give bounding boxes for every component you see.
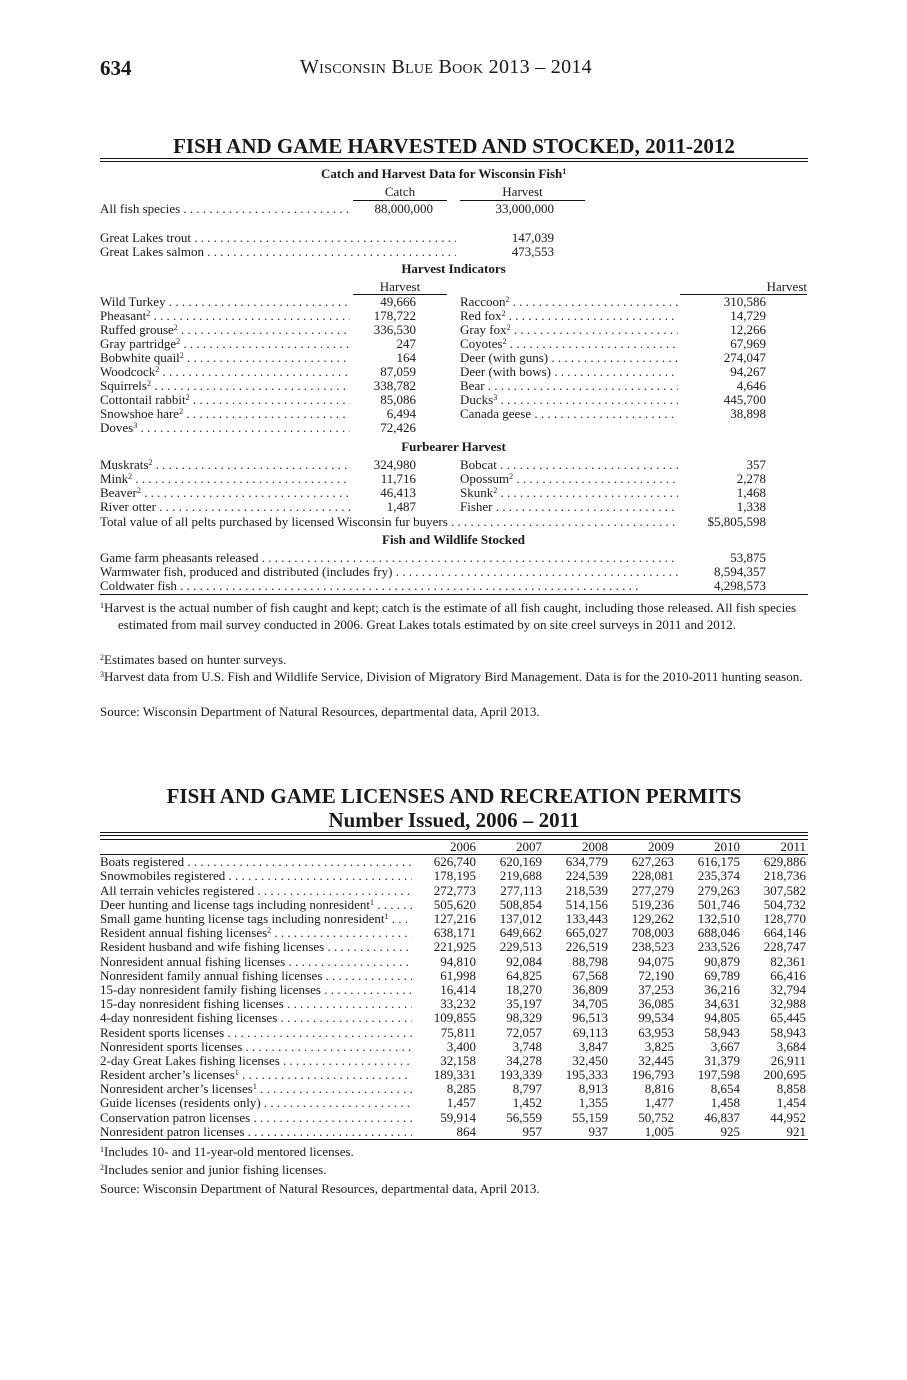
cell: 634,779: [565, 854, 608, 870]
cell: 66,416: [770, 967, 806, 983]
table-row: [100, 1025, 808, 1039]
cell: 94,805: [704, 1010, 740, 1026]
cell: 307,582: [763, 882, 806, 898]
cell: 1,477: [644, 1095, 674, 1111]
cell: 35,197: [506, 996, 542, 1012]
cell: 196,793: [631, 1067, 674, 1083]
cell: 638,171: [433, 925, 476, 941]
hi-right-label: Bear . . .: [460, 379, 678, 393]
hi-left-value: 6,494: [386, 406, 416, 421]
table-row: [100, 940, 808, 954]
book-title-text: Wisconsin Blue Book 2013 – 2014: [300, 56, 592, 78]
cell: 957: [478, 1125, 544, 1140]
cell: 200,695: [763, 1067, 806, 1083]
table-row: [100, 1040, 808, 1054]
catch-column-header: Catch: [384, 184, 416, 199]
fur-left-label: Beaver$^2$ . . .: [100, 486, 350, 500]
cell: 75,811: [440, 1024, 476, 1040]
year-header: 2008: [544, 840, 610, 855]
table-row: [100, 884, 808, 898]
cell: 235,374: [697, 868, 740, 884]
cell: 16,414: [440, 981, 476, 997]
cell: 193,339: [499, 1067, 542, 1083]
great-lakes-trout-value: 147,039: [511, 230, 554, 245]
cell: 8,913: [578, 1081, 608, 1097]
row-label: Nonresident family annual fishing licenses . . .: [100, 969, 412, 983]
row-label: 2-day Great Lakes fishing licenses . . .: [100, 1054, 412, 1068]
cell: 98,329: [506, 1010, 542, 1026]
cell: 272,773: [433, 882, 476, 898]
cell: 3,400: [446, 1038, 476, 1054]
stocked-bottom-rule: [100, 594, 808, 595]
table-row: [100, 969, 808, 983]
licenses-footnote-2-text: Includes senior and junior fishing licenses.: [104, 1162, 327, 1177]
pelts-total-value: $5,805,598: [707, 514, 766, 529]
cell: 221,925: [433, 939, 476, 955]
hi-left-label-text: Gray partridge: [100, 337, 177, 351]
hi-left-label: Snowshoe hare$^2$ . . .: [100, 407, 350, 421]
cell: 921: [742, 1125, 808, 1140]
title-double-rule: [100, 158, 808, 162]
row-label: 15-day nonresident family fishing licenses . . .: [100, 983, 412, 997]
table-row: [100, 869, 808, 883]
hi-right-harvest-header: Harvest: [766, 279, 807, 294]
cell: 94,075: [638, 953, 674, 969]
hi-right-label: Raccoon$^2$ . . .: [460, 295, 678, 309]
cell: 218,539: [565, 882, 608, 898]
table-row: [100, 1068, 808, 1082]
cell: 3,667: [710, 1038, 740, 1054]
cell: 505,620: [433, 896, 476, 912]
pelts-total-label: Total value of all pelts purchased by licensed Wisconsin fur buyers . . .: [100, 515, 678, 529]
cell: 32,445: [638, 1052, 674, 1068]
furbearer-title: Furbearer Harvest: [401, 439, 506, 454]
cell: 58,943: [704, 1024, 740, 1040]
cell: 8,858: [776, 1081, 806, 1097]
hi-left-label: Squirrels$^2$ . . .: [100, 379, 350, 393]
harvest-footnote-2-text: Estimates based on hunter surveys.: [104, 652, 287, 667]
cell: 688,046: [697, 925, 740, 941]
hi-right-label-text: Red fox: [460, 309, 502, 323]
year-header: 2009: [610, 840, 676, 855]
licenses-table: [100, 839, 808, 1140]
cell: 3,684: [776, 1038, 806, 1054]
book-title: [300, 56, 592, 79]
cell: 33,232: [440, 996, 476, 1012]
row-label: Guide licenses (residents only) . . .: [100, 1096, 412, 1110]
cell: 627,263: [631, 854, 674, 870]
cell: 32,158: [440, 1052, 476, 1068]
row-label: Nonresident sports licenses . . .: [100, 1040, 412, 1054]
stocked-value: 4,298,573: [714, 578, 766, 593]
row-label: Resident archer’s licenses$^1$ . . .: [100, 1068, 412, 1082]
cell: 64,825: [506, 967, 542, 983]
hi-left-label-text: Bobwhite quail: [100, 351, 180, 365]
cell: 72,190: [638, 967, 674, 983]
hi-right-label: Deer (with bows) . . .: [460, 365, 678, 379]
harvest-footnote-1-text: Harvest is the actual number of fish caught and kept; catch is the estimate of all fish caught, including those released. All fish species estimated from mail survey conducted in 2006. Great Lakes totals estimated by on site creel surveys in 2011 and 2012.: [104, 600, 797, 632]
all-fish-label: All fish species . . .: [100, 202, 350, 216]
hi-left-label: Pheasant$^2$ . . .: [100, 309, 350, 323]
cell: 1,452: [512, 1095, 542, 1111]
cell: 238,523: [631, 939, 674, 955]
hi-right-label: Gray fox$^2$ . . .: [460, 323, 678, 337]
table-row: [100, 1096, 808, 1110]
fur-left-value: 324,980: [373, 457, 416, 472]
fur-left-value: 46,413: [380, 485, 416, 500]
cell: 1,458: [710, 1095, 740, 1111]
row-label: 15-day nonresident fishing licenses . . .: [100, 997, 412, 1011]
great-lakes-salmon-value: 473,553: [511, 244, 554, 259]
hi-right-value: 4,646: [736, 378, 766, 393]
row-label: Nonresident annual fishing licenses . . .: [100, 955, 412, 969]
cell: 937: [544, 1125, 610, 1140]
table-row: [100, 1125, 808, 1140]
cell: 88,798: [572, 953, 608, 969]
cell: 32,794: [770, 981, 806, 997]
hi-right-value: 94,267: [730, 364, 766, 379]
cell: 195,333: [565, 1067, 608, 1083]
cell: 99,534: [638, 1010, 674, 1026]
cell: 1,454: [776, 1095, 806, 1111]
row-label: Nonresident patron licenses . . .: [100, 1125, 412, 1140]
cell: 233,526: [697, 939, 740, 955]
fur-left-label: River otter . . .: [100, 500, 350, 514]
cell: 67,568: [572, 967, 608, 983]
table-row: [100, 1011, 808, 1025]
cell: 514,156: [565, 896, 608, 912]
cell: 128,770: [763, 911, 806, 927]
cell: 34,631: [704, 996, 740, 1012]
cell: 132,510: [697, 911, 740, 927]
harvest-footnote-1: $^1$Harvest is the actual number of fish caught and kept; catch is the estimate of all fish caught, including those released. All fish species estimated from mail survey conducted in 2006. Great Lakes totals estimated by on site creel surveys in 2011 and 2012.: [100, 600, 797, 632]
year-header: 2010: [676, 840, 742, 855]
cell: 626,740: [433, 854, 476, 870]
row-label-text: Resident annual fishing licenses: [100, 926, 268, 941]
fur-left-label-text: Muskrats: [100, 458, 149, 472]
hi-right-label: Deer (with guns) . . .: [460, 351, 678, 365]
cell: 620,169: [499, 854, 542, 870]
cell: 32,450: [572, 1052, 608, 1068]
cell: 708,003: [631, 925, 674, 941]
fur-left-label-text: Beaver: [100, 486, 137, 500]
stocked-value: 8,594,357: [714, 564, 766, 579]
table-row: [100, 1082, 808, 1096]
fur-right-value: 1,338: [736, 499, 766, 514]
licenses-double-rule: [100, 832, 808, 836]
cell: 127,216: [433, 911, 476, 927]
running-header: [100, 56, 808, 82]
cell: 58,943: [770, 1024, 806, 1040]
hi-right-value: 310,586: [723, 294, 766, 309]
cell: 26,911: [770, 1052, 806, 1068]
hi-left-label-text: Woodcock: [100, 365, 156, 379]
cell: 72,057: [506, 1024, 542, 1040]
cell: 34,705: [572, 996, 608, 1012]
stocked-value: 53,875: [730, 550, 766, 565]
fur-right-label: Bobcat . . .: [460, 458, 678, 472]
cell: 92,084: [506, 953, 542, 969]
cell: 1,457: [446, 1095, 476, 1111]
stocked-label: Warmwater fish, produced and distributed (includes fry) . . .: [100, 565, 678, 579]
harvest-footnote-3: $^3$Harvest data from U.S. Fish and Wildlife Service, Division of Migratory Bird Management. Data is for the 2010-2011 hunting season.: [100, 669, 803, 684]
cell: 44,952: [770, 1109, 806, 1125]
cell: 224,539: [565, 868, 608, 884]
hi-left-label: Wild Turkey . . .: [100, 295, 350, 309]
cell: 8,797: [512, 1081, 542, 1097]
cell: 46,837: [704, 1109, 740, 1125]
cell: 226,519: [565, 939, 608, 955]
cell: 665,027: [565, 925, 608, 941]
cell: 36,085: [638, 996, 674, 1012]
fur-left-label: Muskrats$^2$ . . .: [100, 458, 350, 472]
cell: 69,789: [704, 967, 740, 983]
hi-right-value: 274,047: [723, 350, 766, 365]
hi-right-label: Ducks$^3$ . . .: [460, 393, 678, 407]
catch-section-title-text: Catch and Harvest Data for Wisconsin Fish: [321, 166, 563, 181]
hi-right-label: Red fox$^2$ . . .: [460, 309, 678, 323]
cell: 3,847: [578, 1038, 608, 1054]
table-row: [100, 983, 808, 997]
row-label-text: Deer hunting and license tags including nonresident: [100, 897, 371, 912]
cell: 616,175: [697, 854, 740, 870]
cell: 864: [412, 1125, 478, 1140]
cell: 178,195: [433, 868, 476, 884]
row-label-text: Resident archer’s licenses: [100, 1068, 235, 1083]
hi-right-value: 445,700: [723, 392, 766, 407]
great-lakes-salmon-label: Great Lakes salmon . . .: [100, 245, 456, 259]
hi-left-label-text: Pheasant: [100, 309, 147, 323]
table-row: [100, 1054, 808, 1068]
row-label: All terrain vehicles registered . . .: [100, 884, 412, 898]
year-header-row: [100, 840, 808, 855]
great-lakes-trout-label: Great Lakes trout . . .: [100, 231, 456, 245]
row-label: Deer hunting and license tags including nonresident$^1$ . . .: [100, 898, 412, 912]
cell: 3,748: [512, 1038, 542, 1054]
cell: 55,159: [572, 1109, 608, 1125]
cell: 228,747: [763, 939, 806, 955]
fur-right-value: 1,468: [736, 485, 766, 500]
hi-left-label-text: Cottontail rabbit: [100, 393, 186, 407]
stocked-title: Fish and Wildlife Stocked: [382, 532, 525, 547]
hi-right-label: Coyotes$^2$ . . .: [460, 337, 678, 351]
hi-left-value: 87,059: [380, 364, 416, 379]
cell: 197,598: [697, 1067, 740, 1083]
cell: 664,146: [763, 925, 806, 941]
hi-left-label-text: Snowshoe hare: [100, 407, 180, 421]
hi-right-value: 67,969: [730, 336, 766, 351]
cell: 32,988: [770, 996, 806, 1012]
all-fish-harvest: 33,000,000: [495, 201, 554, 216]
fur-right-label: Skunk$^2$ . . .: [460, 486, 678, 500]
cell: 129,262: [631, 911, 674, 927]
hi-left-value: 178,722: [373, 308, 416, 323]
cell: 277,279: [631, 882, 674, 898]
cell: 219,688: [499, 868, 542, 884]
cell: 109,855: [433, 1010, 476, 1026]
hi-right-value: 12,266: [730, 322, 766, 337]
table-row: [100, 955, 808, 969]
row-label: Resident annual fishing licenses$^2$ . . .: [100, 926, 412, 940]
fur-left-value: 1,487: [386, 499, 416, 514]
harvest-footnote-3-text: Harvest data from U.S. Fish and Wildlife Service, Division of Migratory Bird Management. Data is for the 2010-2011 hunting season.: [104, 669, 803, 684]
cell: 8,285: [446, 1081, 476, 1097]
licenses-footnote-1: $^1$Includes 10- and 11-year-old mentored licenses.: [100, 1144, 354, 1159]
hi-left-label-text: Doves: [100, 421, 134, 435]
cell: 137,012: [499, 911, 542, 927]
hi-right-label: Canada geese . . .: [460, 407, 678, 421]
harvest-column-header: Harvest: [502, 184, 543, 199]
cell: 90,879: [704, 953, 740, 969]
cell: 218,736: [763, 868, 806, 884]
row-label: Nonresident archer’s licenses$^1$ . . .: [100, 1082, 412, 1096]
row-label-text: Small game hunting license tags including nonresident: [100, 911, 385, 927]
cell: 504,732: [763, 896, 806, 912]
row-label: Resident sports licenses . . .: [100, 1025, 412, 1039]
hi-left-label: Bobwhite quail$^2$ . . .: [100, 351, 350, 365]
cell: 82,361: [770, 953, 806, 969]
hi-left-value: 247: [396, 336, 416, 351]
stocked-label: Game farm pheasants released . . .: [100, 551, 678, 565]
cell: 189,331: [433, 1067, 476, 1083]
fur-left-value: 11,716: [380, 471, 416, 486]
fur-right-label-text: Opossum: [460, 472, 510, 486]
catch-section-title: Catch and Harvest Data for Wisconsin Fish$^1$: [321, 166, 567, 181]
cell: 8,654: [710, 1081, 740, 1097]
cell: 61,998: [440, 967, 476, 983]
cell: 508,854: [499, 896, 542, 912]
cell: 69,113: [572, 1024, 608, 1040]
hi-left-label: Gray partridge$^2$ . . .: [100, 337, 350, 351]
row-label: Conservation patron licenses . . .: [100, 1111, 412, 1125]
licenses-source: Source: Wisconsin Department of Natural Resources, departmental data, April 2013.: [100, 1181, 540, 1196]
cell: 229,513: [499, 939, 542, 955]
licenses-subtitle: Number Issued, 2006 – 2011: [328, 808, 580, 832]
cell: 31,379: [704, 1052, 740, 1068]
hi-right-value: 38,898: [730, 406, 766, 421]
harvest-source: Source: Wisconsin Department of Natural Resources, departmental data, April 2013.: [100, 704, 540, 719]
cell: 925: [676, 1125, 742, 1140]
fur-left-label-text: Mink: [100, 472, 129, 486]
cell: 94,810: [440, 953, 476, 969]
label-column-header: [100, 840, 412, 855]
cell: 133,443: [565, 911, 608, 927]
cell: 36,809: [572, 981, 608, 997]
year-header: 2011: [742, 840, 808, 855]
cell: 228,081: [631, 868, 674, 884]
harvest-footnote-2: $^2$Estimates based on hunter surveys.: [100, 652, 287, 667]
hi-left-value: 85,086: [380, 392, 416, 407]
hi-left-value: 49,666: [380, 294, 416, 309]
stocked-label: Coldwater fish . . .: [100, 579, 678, 593]
hi-right-value: 14,729: [730, 308, 766, 323]
licenses-footnote-1-text: Includes 10- and 11-year-old mentored licenses.: [104, 1144, 354, 1159]
row-label: 4-day nonresident fishing licenses . . .: [100, 1011, 412, 1025]
cell: 649,662: [499, 925, 542, 941]
table-row: [100, 997, 808, 1011]
licenses-footnote-2: $^2$Includes senior and junior fishing licenses.: [100, 1162, 327, 1177]
fur-right-label: Opossum$^2$ . . .: [460, 472, 678, 486]
cell: 277,113: [500, 882, 542, 898]
cell: 501,746: [697, 896, 740, 912]
harvest-indicators-title: Harvest Indicators: [401, 261, 506, 276]
cell: 63,953: [638, 1024, 674, 1040]
hi-left-label: Cottontail rabbit$^2$ . . .: [100, 393, 350, 407]
hi-left-label: Doves$^3$ . . .: [100, 421, 350, 435]
hi-left-value: 72,426: [380, 420, 416, 435]
cell: 59,914: [440, 1109, 476, 1125]
hi-right-label-text: Ducks: [460, 393, 494, 407]
year-header: 2006: [412, 840, 478, 855]
hi-left-value: 164: [396, 350, 416, 365]
row-label: Boats registered . . .: [100, 855, 412, 870]
cell: 34,278: [506, 1052, 542, 1068]
table-row: [100, 1111, 808, 1125]
cell: 519,236: [631, 896, 674, 912]
hi-left-label-text: Squirrels: [100, 379, 147, 393]
row-label-text: Nonresident archer’s licenses: [100, 1082, 253, 1097]
page-number: 634: [100, 56, 132, 80]
cell: 56,559: [506, 1109, 542, 1125]
cell: 37,253: [638, 981, 674, 997]
hi-left-label: Ruffed grouse$^2$ . . .: [100, 323, 350, 337]
year-header: 2007: [478, 840, 544, 855]
cell: 65,445: [770, 1010, 806, 1026]
hi-left-value: 336,530: [373, 322, 416, 337]
row-label: Resident husband and wife fishing licenses . . .: [100, 940, 412, 954]
cell: 8,816: [644, 1081, 674, 1097]
table-row: [100, 912, 808, 926]
table-row: [100, 926, 808, 940]
cell: 1,355: [578, 1095, 608, 1111]
fur-left-label: Mink$^2$ . . .: [100, 472, 350, 486]
cell: 279,263: [697, 882, 740, 898]
fur-right-value: 2,278: [736, 471, 766, 486]
fur-right-label: Fisher . . .: [460, 500, 678, 514]
row-label: Small game hunting license tags including nonresident$^1$ . . .: [100, 912, 412, 926]
cell: 629,886: [763, 854, 806, 870]
table-row: [100, 855, 808, 870]
cell: 1,005: [610, 1125, 676, 1140]
licenses-title: FISH AND GAME LICENSES AND RECREATION PERMITS: [166, 784, 742, 808]
cell: 3,825: [644, 1038, 674, 1054]
hi-right-label-text: Raccoon: [460, 295, 506, 309]
hi-left-harvest-header: Harvest: [379, 279, 421, 294]
hi-right-label-text: Coyotes: [460, 337, 503, 351]
cell: 18,270: [506, 981, 542, 997]
fur-right-label-text: Skunk: [460, 486, 494, 500]
harvest-section-title: FISH AND GAME HARVESTED AND STOCKED, 2011-2012: [173, 134, 735, 158]
hi-left-label-text: Ruffed grouse: [100, 323, 174, 337]
cell: 50,752: [638, 1109, 674, 1125]
table-row: [100, 898, 808, 912]
hi-left-label: Woodcock$^2$ . . .: [100, 365, 350, 379]
hi-left-value: 338,782: [373, 378, 416, 393]
cell: 36,216: [704, 981, 740, 997]
hi-right-label-text: Gray fox: [460, 323, 507, 337]
row-label: Snowmobiles registered . . .: [100, 869, 412, 883]
fur-right-value: 357: [746, 457, 766, 472]
cell: 96,513: [572, 1010, 608, 1026]
all-fish-catch: 88,000,000: [374, 201, 433, 216]
